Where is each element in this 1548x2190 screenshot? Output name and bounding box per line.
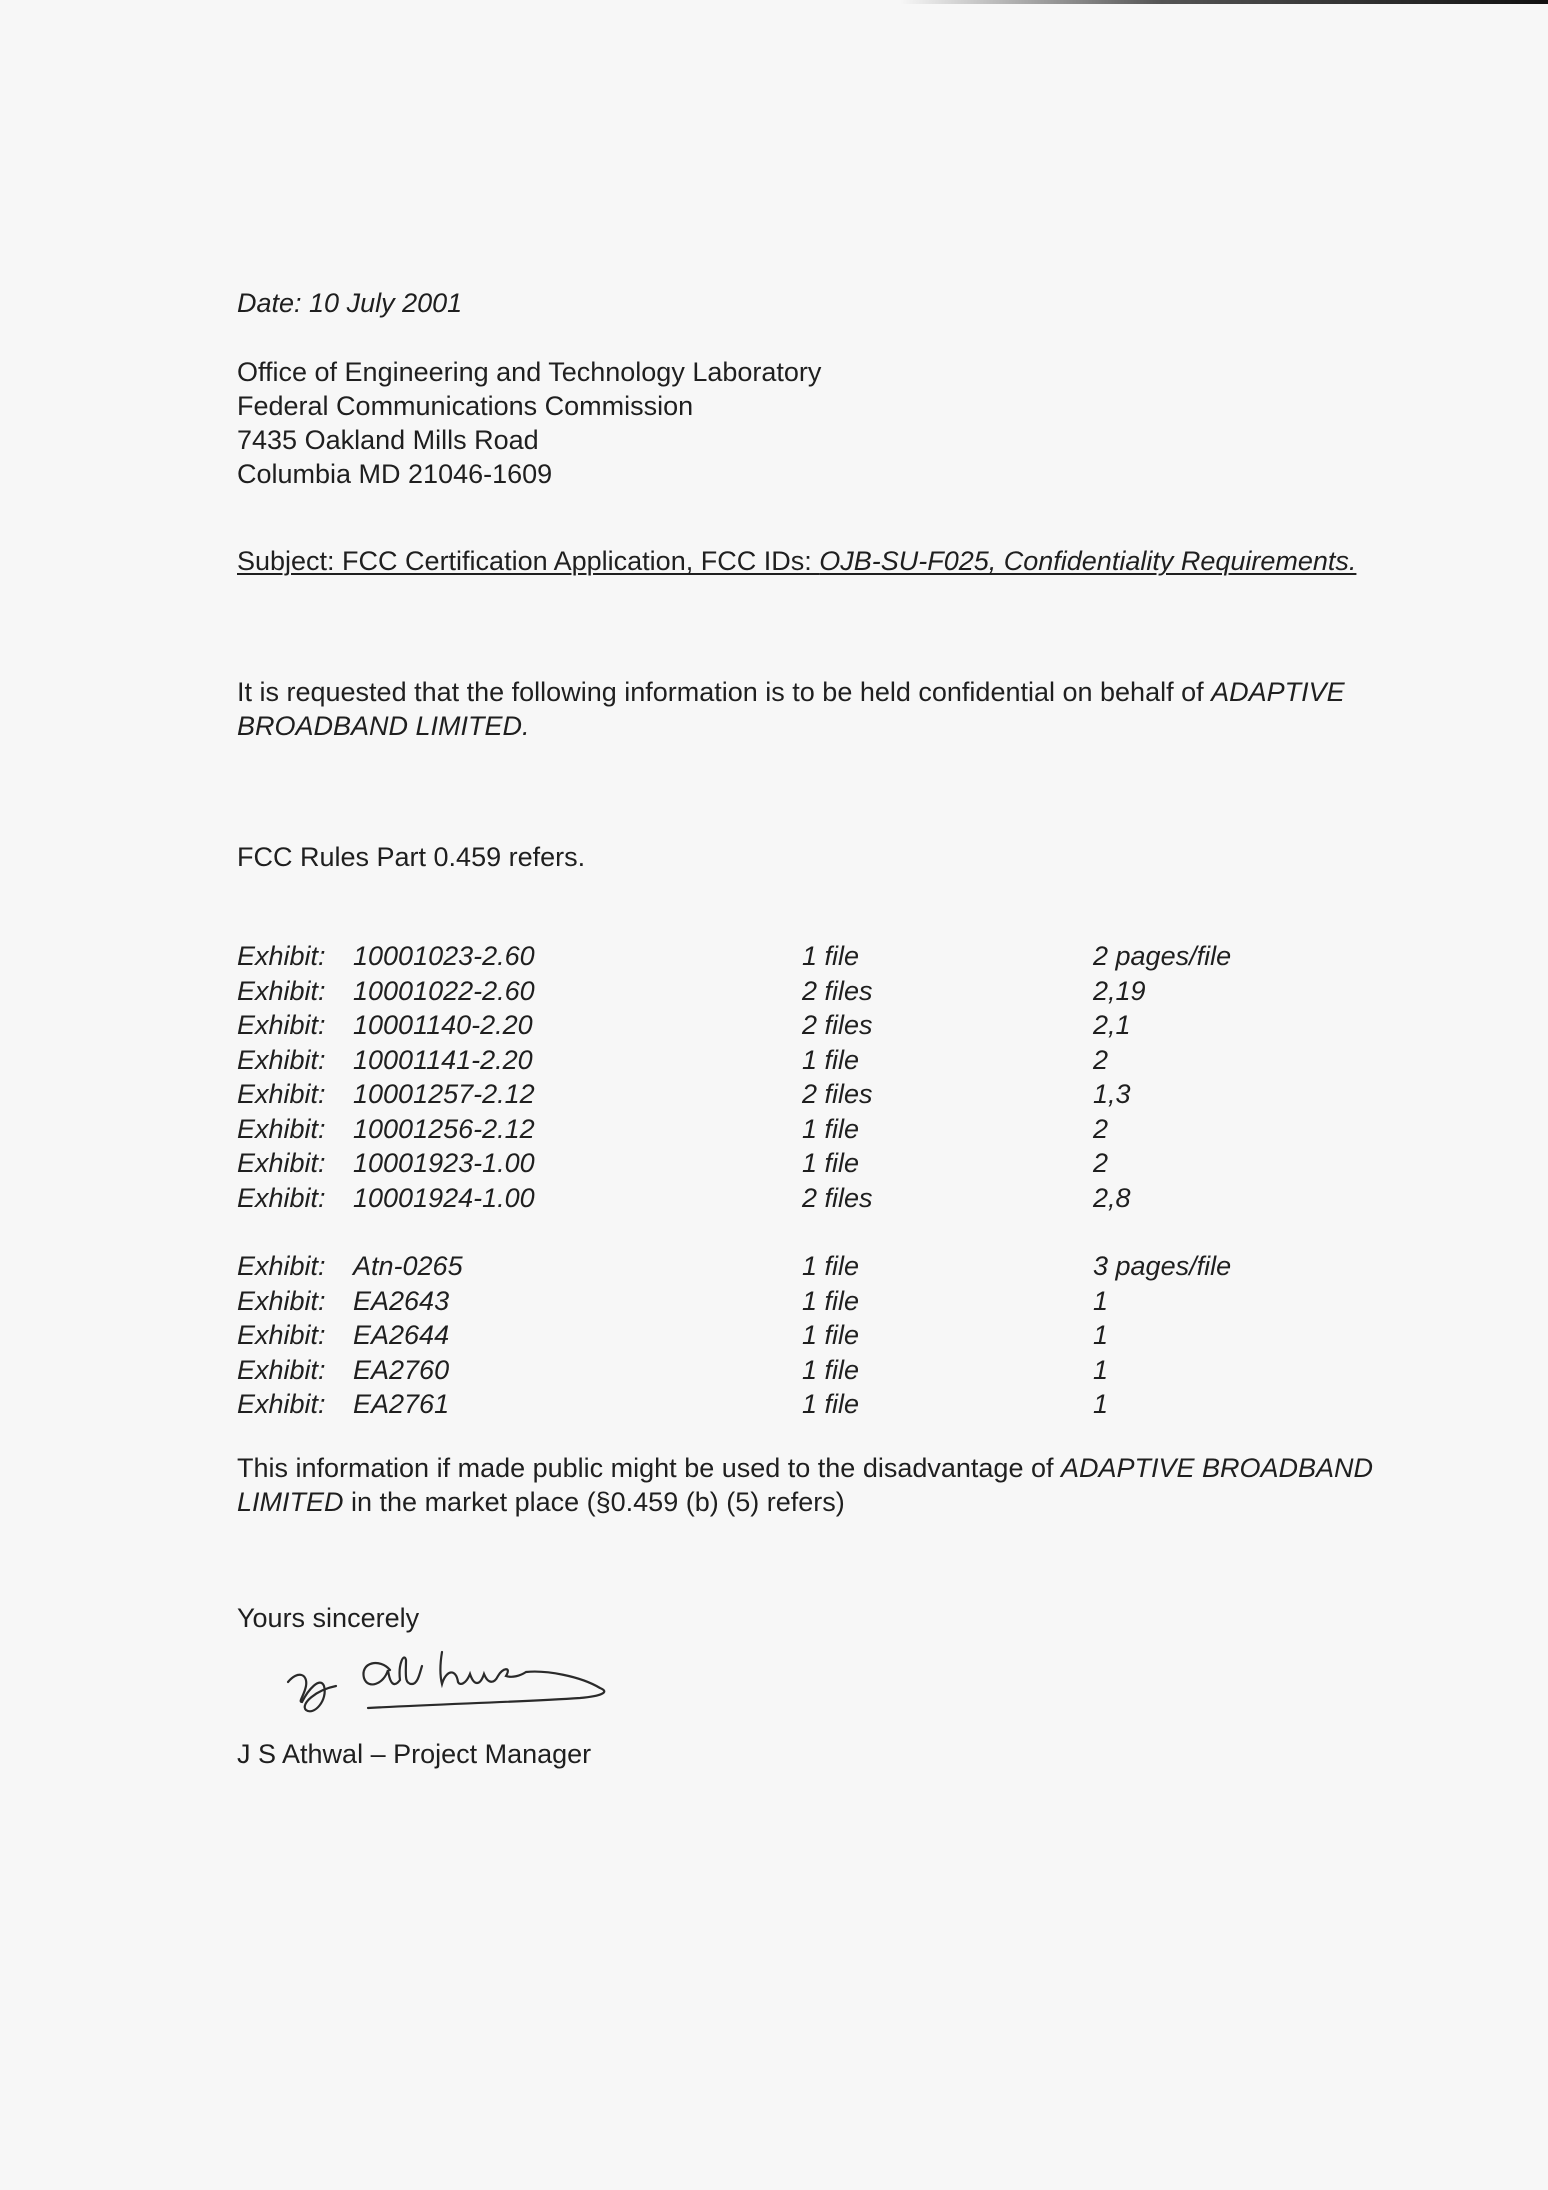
exhibit-label: Exhibit:	[237, 1389, 326, 1419]
exhibit-file-count: 1 file	[802, 1251, 860, 1281]
exhibit-label: Exhibit:	[237, 1044, 326, 1075]
rules-reference: FCC Rules Part 0.459 refers.	[237, 842, 586, 872]
subject-prefix: Subject: FCC Certification Application, FCC IDs:	[237, 546, 820, 576]
subject-line	[237, 544, 1356, 578]
exhibit-file-count: 2 files	[802, 1182, 873, 1213]
exhibit-label: Exhibit:	[237, 1010, 326, 1040]
exhibit-label: Exhibit:	[237, 1320, 326, 1350]
exhibit-id: EA2761	[353, 1389, 450, 1419]
exhibit-label: Exhibit:	[237, 1285, 326, 1316]
exhibit-page-count: 1	[1093, 1389, 1109, 1419]
exhibit-file-count: 1 file	[802, 941, 860, 971]
exhibit-id: 10001022-2.60	[353, 975, 535, 1006]
exhibit-file-count: 1 file	[802, 1389, 860, 1419]
exhibit-file-count: 2 files	[802, 975, 873, 1006]
company-name: LIMITED	[237, 1487, 344, 1517]
exhibit-id: 10001924-1.00	[353, 1182, 535, 1213]
exhibit-label: Exhibit:	[237, 1079, 326, 1109]
exhibit-label: Exhibit:	[237, 975, 326, 1006]
exhibit-page-count: 2,1	[1093, 1010, 1131, 1040]
exhibit-file-count: 1 file	[802, 1044, 860, 1075]
disadvantage-text: This information if made public might be used to the disadvantage of	[237, 1453, 1061, 1483]
exhibit-label: Exhibit:	[237, 1113, 326, 1144]
request-text: It is requested that the following information is to be held confidential on behalf of	[237, 677, 1212, 707]
subject-fcc-id: OJB-SU-F025, Confidentiality Requirements.	[819, 546, 1357, 576]
exhibit-id: Atn-0265	[353, 1251, 463, 1281]
disadvantage-text-end: in the market place (§0.459 (b) (5) refers)	[343, 1487, 845, 1517]
exhibit-id: 10001141-2.20	[353, 1044, 533, 1075]
exhibit-page-count: 2	[1093, 1148, 1109, 1178]
exhibit-id: 10001023-2.60	[353, 941, 535, 971]
exhibit-page-count: 1,3	[1093, 1079, 1131, 1109]
request-paragraph	[237, 675, 1517, 743]
exhibit-page-count: 2	[1093, 1113, 1109, 1144]
exhibit-page-count: 3 pages/file	[1093, 1251, 1232, 1281]
signature	[280, 1640, 720, 1730]
exhibit-id: 10001256-2.12	[353, 1113, 535, 1144]
address-line: 7435 Oakland Mills Road	[237, 425, 539, 455]
closing: Yours sincerely	[237, 1603, 420, 1633]
exhibit-file-count: 2 files	[802, 1079, 873, 1109]
exhibit-id: 10001923-1.00	[353, 1148, 535, 1178]
address-line: Federal Communications Commission	[237, 391, 694, 421]
exhibit-label: Exhibit:	[237, 941, 326, 971]
recipient-address	[237, 355, 821, 491]
exhibit-page-count: 2 pages/file	[1093, 941, 1232, 971]
exhibit-page-count: 2,8	[1093, 1182, 1131, 1213]
exhibit-file-count: 1 file	[802, 1354, 860, 1385]
exhibit-file-count: 1 file	[802, 1113, 860, 1144]
exhibit-file-count: 1 file	[802, 1285, 860, 1316]
exhibit-page-count: 1	[1093, 1354, 1109, 1385]
exhibit-file-count: 2 files	[802, 1010, 873, 1040]
exhibit-file-count: 1 file	[802, 1148, 860, 1178]
exhibit-id: EA2644	[353, 1320, 450, 1350]
address-line: Office of Engineering and Technology Laboratory	[237, 357, 822, 387]
signer-name: J S Athwal – Project Manager	[237, 1739, 592, 1769]
letter-date: Date: 10 July 2001	[237, 288, 463, 318]
exhibit-id: EA2643	[353, 1285, 450, 1316]
exhibit-file-count: 1 file	[802, 1320, 860, 1350]
exhibit-label: Exhibit:	[237, 1251, 326, 1281]
exhibit-page-count: 2	[1093, 1044, 1109, 1075]
exhibit-page-count: 2,19	[1093, 975, 1146, 1006]
scan-edge	[900, 0, 1548, 4]
exhibit-id: EA2760	[353, 1354, 450, 1385]
exhibit-id: 10001140-2.20	[353, 1010, 533, 1040]
exhibit-label: Exhibit:	[237, 1354, 326, 1385]
disadvantage-paragraph	[237, 1451, 1527, 1519]
exhibit-label: Exhibit:	[237, 1182, 326, 1213]
exhibit-id: 10001257-2.12	[353, 1079, 535, 1109]
exhibit-label: Exhibit:	[237, 1148, 326, 1178]
company-name: ADAPTIVE BROADBAND LIMITED.	[237, 677, 1345, 741]
exhibit-page-count: 1	[1093, 1285, 1109, 1316]
address-line: Columbia MD 21046-1609	[237, 459, 553, 489]
company-name: ADAPTIVE BROADBAND	[1060, 1453, 1374, 1483]
exhibit-page-count: 1	[1093, 1320, 1109, 1350]
